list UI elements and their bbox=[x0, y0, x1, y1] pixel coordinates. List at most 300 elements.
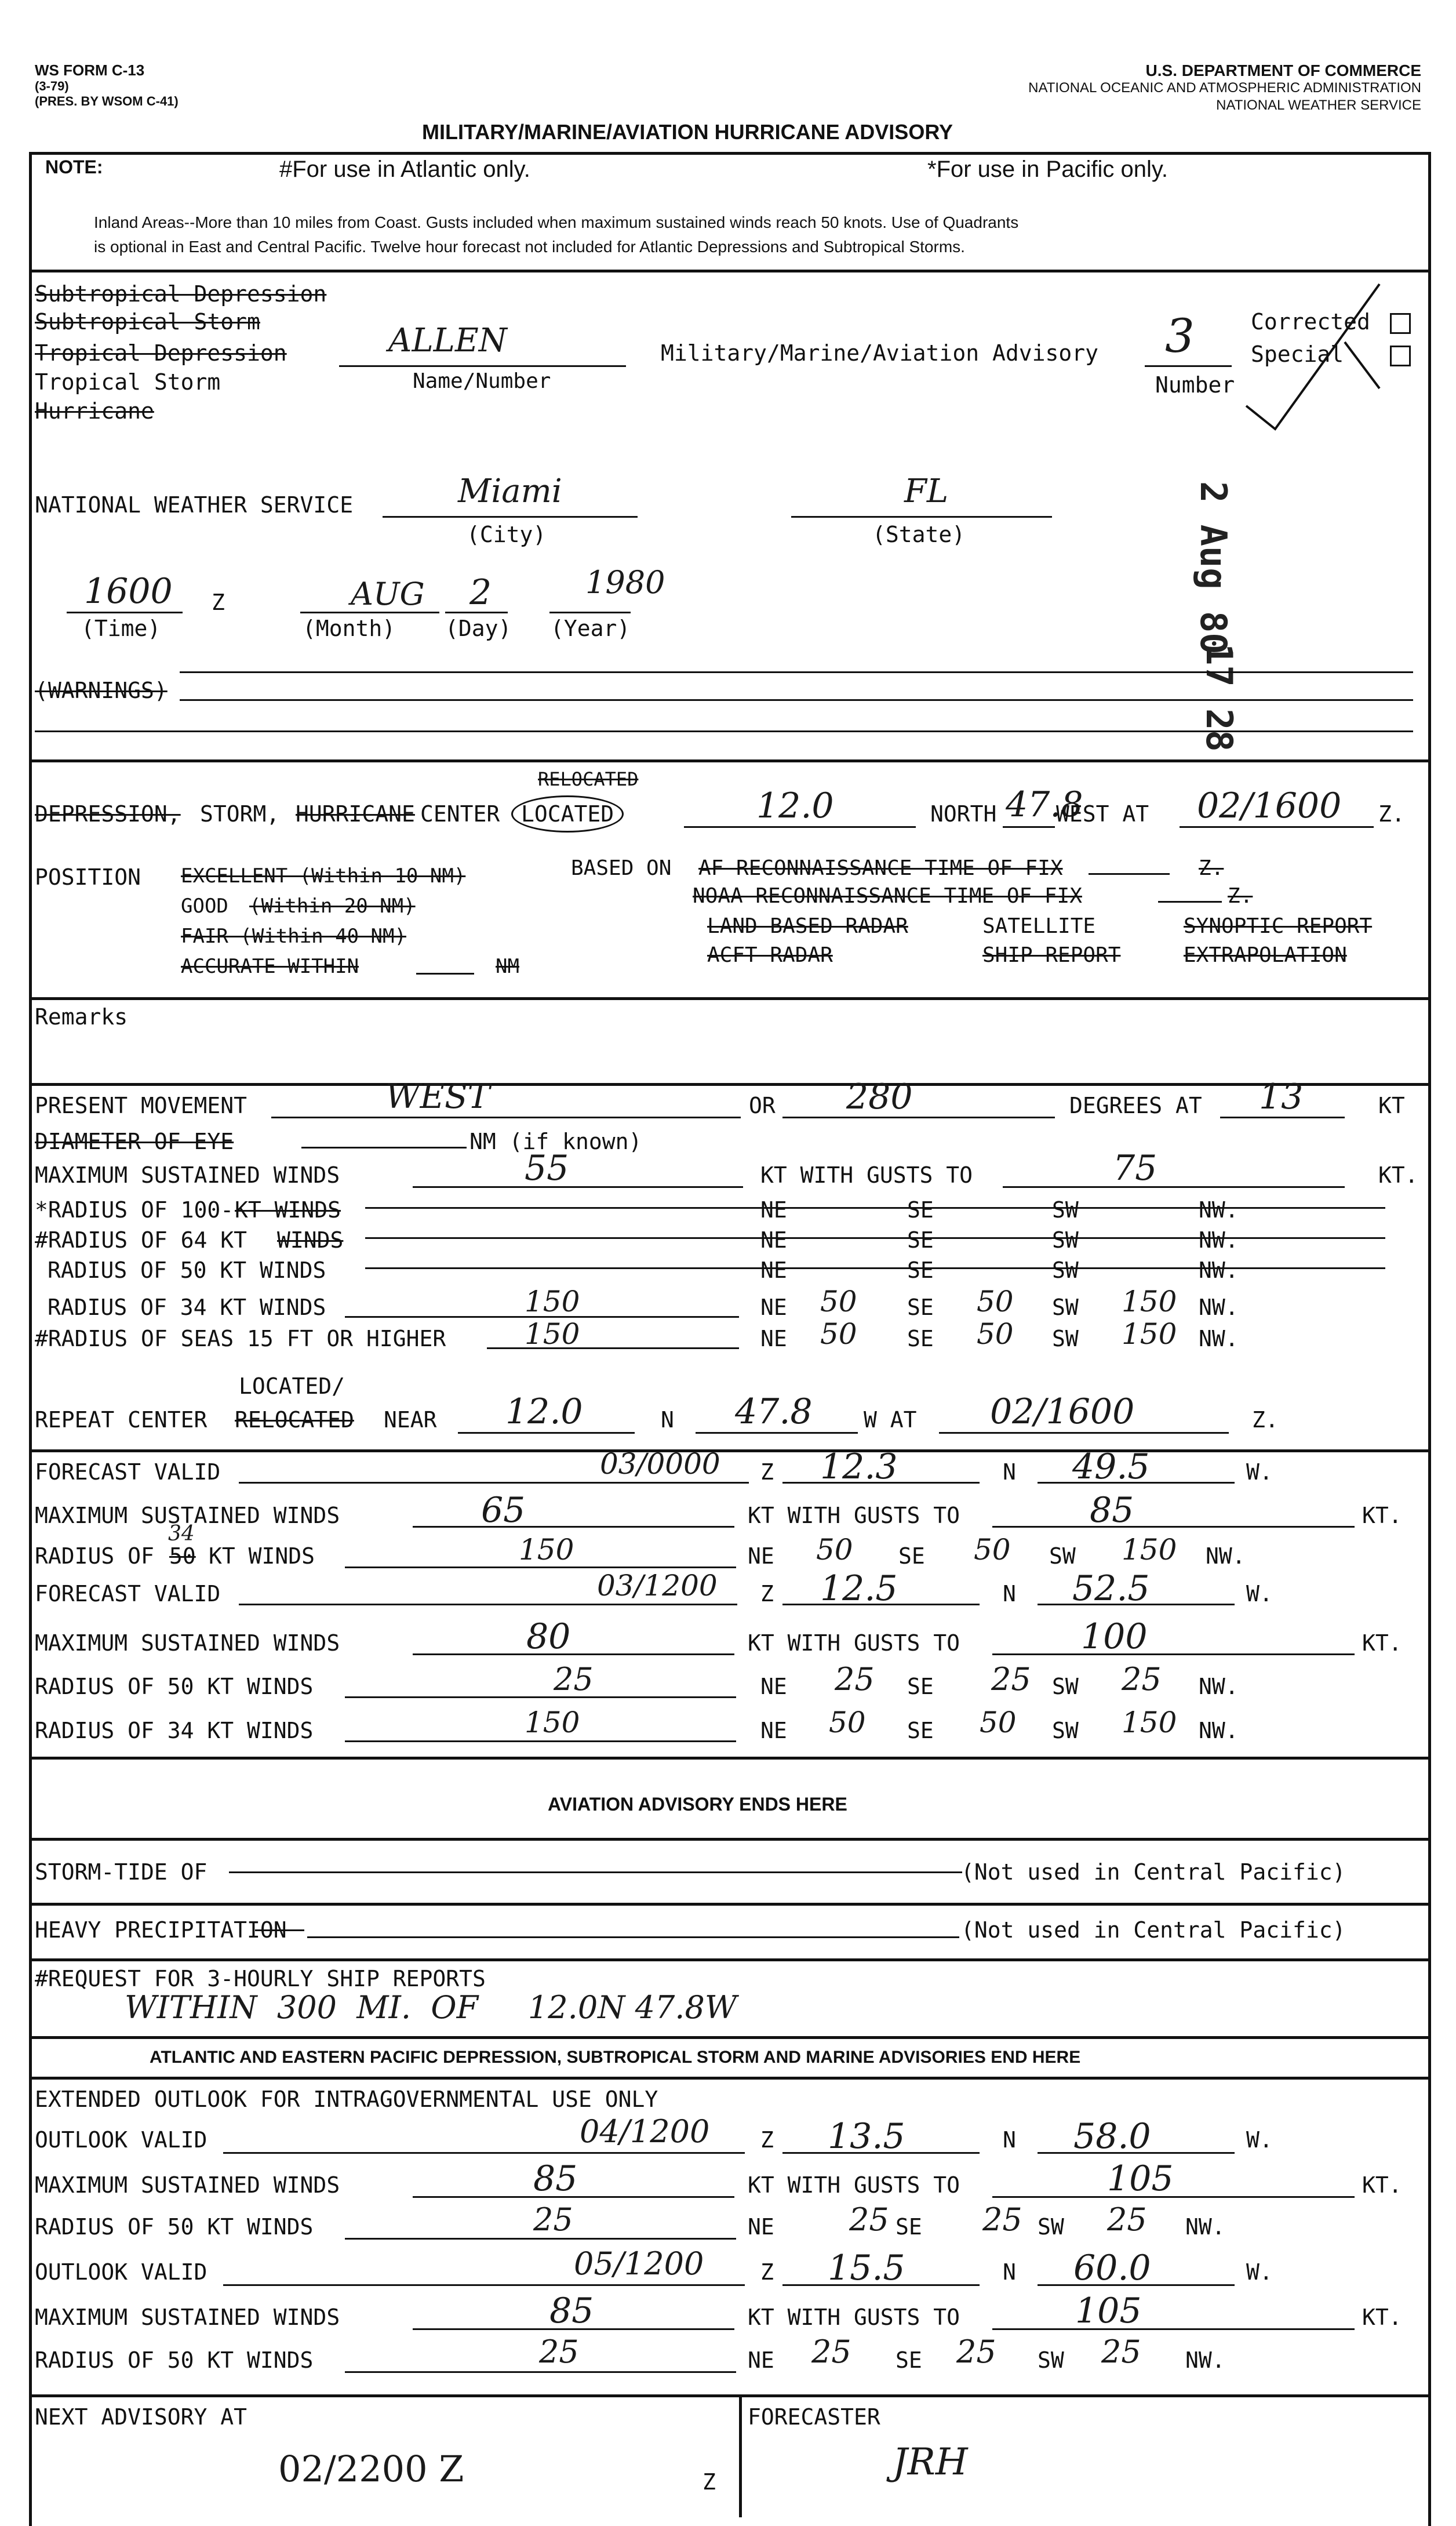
warnings-line-3 bbox=[35, 730, 1413, 732]
fc1-sw-value: 50 bbox=[974, 1533, 1011, 1567]
fc1-winds-label: MAXIMUM SUSTAINED WINDS bbox=[35, 1503, 340, 1528]
fc1-se: SE bbox=[898, 1543, 925, 1569]
year-label: (Year) bbox=[551, 616, 631, 641]
r64-sw: SW bbox=[1052, 1227, 1079, 1253]
fc2-r50-se-value: 25 bbox=[835, 1661, 875, 1698]
fc1-nw: NW. bbox=[1206, 1543, 1246, 1569]
ship-report: SHIP REPORT bbox=[982, 943, 1121, 967]
forecaster-label: FORECASTER bbox=[748, 2404, 880, 2430]
af-z: Z. bbox=[1199, 856, 1224, 880]
r100-se: SE bbox=[907, 1197, 934, 1223]
divider bbox=[29, 997, 1428, 1000]
fc1-radius-struck: 50 bbox=[169, 1543, 196, 1569]
center-lat-value: 12.0 bbox=[756, 786, 834, 826]
fc1-winds-line bbox=[413, 1526, 734, 1528]
r64-se: SE bbox=[907, 1227, 934, 1253]
fc2-z: Z bbox=[760, 1581, 774, 1607]
r34-ne: NE bbox=[760, 1295, 787, 1320]
form-prescribed: (PRES. BY WSOM C-41) bbox=[35, 94, 179, 108]
ship-request-text: WITHIN 300 MI. OF 12.0N 47.8W bbox=[125, 1989, 737, 2026]
divider bbox=[29, 1958, 1428, 1961]
acft-radar: ACFT RADAR bbox=[707, 943, 833, 967]
received-stamp-time: 17 28 bbox=[1198, 644, 1240, 752]
fc2-valid-line bbox=[239, 1604, 737, 1605]
ol1-r50-line bbox=[345, 2238, 736, 2240]
fc2-r34-label: RADIUS OF 34 KT WINDS bbox=[35, 1718, 314, 1743]
note-text-2: is optional in East and Central Pacific. Twelve hour forecast not included for Atlantic Depressions and Subtropical Storms. bbox=[94, 238, 965, 256]
remarks-label: Remarks bbox=[35, 1004, 128, 1030]
type-tropical-depression: Tropical Depression bbox=[35, 340, 287, 366]
fc1-se-value: 50 bbox=[816, 1533, 853, 1567]
ol2-z: Z bbox=[760, 2259, 774, 2285]
warnings-line-2 bbox=[180, 699, 1413, 701]
center-lon-value: 47.8 bbox=[1006, 784, 1083, 825]
ol1-r50-nw-value: 25 bbox=[1107, 2201, 1147, 2238]
r34-ne-value: 150 bbox=[525, 1285, 580, 1318]
land-radar: LAND BASED RADAR bbox=[707, 914, 908, 938]
fc2-r34-ne-value: 150 bbox=[525, 1706, 580, 1739]
storm-name-label: Name/Number bbox=[413, 369, 551, 393]
precip-strike bbox=[255, 1929, 304, 1931]
fc1-kt: KT. bbox=[1362, 1503, 1402, 1528]
noaa-fix-line bbox=[1158, 901, 1222, 903]
ol2-winds-label: MAXIMUM SUSTAINED WINDS bbox=[35, 2305, 340, 2330]
movement-speed-value: 13 bbox=[1259, 1077, 1304, 1117]
fc2-r50-ne-value: 25 bbox=[554, 1661, 594, 1698]
ol1-winds-label: MAXIMUM SUSTAINED WINDS bbox=[35, 2172, 340, 2198]
agency-name: NATIONAL OCEANIC AND ATMOSPHERIC ADMINISTRATION bbox=[1028, 80, 1421, 96]
ol1-valid-value: 04/1200 bbox=[580, 2113, 710, 2150]
divider bbox=[29, 1449, 1428, 1452]
fc2-r50-label: RADIUS OF 50 KT WINDS bbox=[35, 1674, 314, 1699]
repeat-n: N bbox=[661, 1407, 674, 1433]
ol2-w: W. bbox=[1246, 2259, 1273, 2285]
storm-name-value: ALLEN bbox=[388, 322, 507, 359]
special-checkbox[interactable] bbox=[1390, 346, 1411, 366]
divider bbox=[29, 1903, 1428, 1906]
special-label: Special bbox=[1251, 341, 1344, 367]
repeat-near: NEAR bbox=[384, 1407, 437, 1433]
eye-label: DIAMETER OF EYE bbox=[35, 1129, 234, 1154]
time-label: (Time) bbox=[81, 616, 161, 641]
fc1-lat-value: 12.3 bbox=[820, 1446, 898, 1487]
r34-se: SE bbox=[907, 1295, 934, 1320]
fc2-gusts-line bbox=[992, 1653, 1355, 1655]
divider bbox=[29, 2394, 1428, 2397]
ol1-r50-ne: NE bbox=[748, 2214, 774, 2240]
ol2-r50-ne-value: 25 bbox=[539, 2334, 579, 2370]
received-stamp-date: 2 Aug 80 bbox=[1192, 481, 1235, 655]
ol2-r50-sw: SW bbox=[1038, 2347, 1064, 2373]
fc1-lat-line bbox=[782, 1482, 980, 1484]
fc1-ne-value: 150 bbox=[519, 1533, 574, 1567]
ol2-label: OUTLOOK VALID bbox=[35, 2259, 208, 2285]
fc2-r34-se: SE bbox=[907, 1718, 934, 1743]
position-good: GOOD bbox=[181, 895, 228, 918]
divider bbox=[29, 1838, 1428, 1841]
fc2-kt: KT. bbox=[1362, 1630, 1402, 1656]
fc2-r34-line bbox=[345, 1740, 736, 1742]
position-accurate: ACCURATE WITHIN bbox=[181, 955, 359, 978]
fc2-label: FORECAST VALID bbox=[35, 1581, 221, 1607]
time-value: 1600 bbox=[84, 571, 173, 612]
ol1-gusts-value: 105 bbox=[1107, 2158, 1174, 2199]
ol1-r50-label: RADIUS OF 50 KT WINDS bbox=[35, 2214, 314, 2240]
fc2-lat-value: 12.5 bbox=[820, 1568, 898, 1609]
seas-label: #RADIUS OF SEAS 15 FT OR HIGHER bbox=[35, 1326, 446, 1351]
fc1-radius-prefix: RADIUS OF bbox=[35, 1543, 154, 1569]
day-line bbox=[445, 612, 508, 613]
r34-label: RADIUS OF 34 KT WINDS bbox=[48, 1295, 326, 1320]
ol2-r50-se: SE bbox=[896, 2347, 922, 2373]
type-subtropical-storm: Subtropical Storm bbox=[35, 309, 260, 335]
position-nm: NM bbox=[496, 955, 519, 978]
center-time-line bbox=[1180, 826, 1374, 828]
form-revision: (3-79) bbox=[35, 79, 69, 93]
eye-nm: NM (if known) bbox=[469, 1129, 642, 1154]
fc2-r34-sw-value: 50 bbox=[980, 1706, 1017, 1739]
divider bbox=[29, 2077, 1428, 2080]
movement-label: PRESENT MOVEMENT bbox=[35, 1093, 247, 1118]
ol1-gusts-line bbox=[992, 2196, 1355, 2198]
ship-request-label: #REQUEST FOR 3-HOURLY SHIP REPORTS bbox=[35, 1966, 486, 1991]
corrected-label: Corrected bbox=[1251, 309, 1370, 335]
footer-divider bbox=[739, 2394, 742, 2517]
based-on-label: BASED ON bbox=[571, 856, 672, 880]
gusts-value: 75 bbox=[1113, 1148, 1157, 1189]
r100-struck: KT WINDS bbox=[235, 1197, 341, 1223]
eye-line bbox=[301, 1147, 467, 1148]
marine-ends-heading: ATLANTIC AND EASTERN PACIFIC DEPRESSION, SUBTROPICAL STORM AND MARINE ADVISORIES END HERE bbox=[150, 2048, 1081, 2067]
r100-ne: NE bbox=[760, 1197, 787, 1223]
year-line bbox=[549, 612, 631, 613]
ol2-kt: KT. bbox=[1362, 2305, 1402, 2330]
day-label: (Day) bbox=[445, 616, 512, 641]
r50-ne: NE bbox=[760, 1257, 787, 1283]
depression-struck: DEPRESSION, bbox=[35, 801, 181, 827]
ol2-winds-line bbox=[413, 2328, 734, 2330]
north-label: NORTH bbox=[930, 801, 997, 827]
divider bbox=[29, 1083, 1428, 1086]
ol1-lat-line bbox=[782, 2152, 980, 2154]
fc2-r34-ne: NE bbox=[760, 1718, 787, 1743]
divider bbox=[29, 2036, 1428, 2039]
storm-name-line bbox=[339, 365, 626, 367]
ol2-r50-sw-value: 25 bbox=[956, 2334, 996, 2370]
r34-sw: SW bbox=[1052, 1295, 1079, 1320]
ol1-valid-line bbox=[223, 2152, 745, 2154]
movement-or: OR bbox=[749, 1093, 776, 1118]
state-label: (State) bbox=[872, 522, 966, 547]
fc1-w: W. bbox=[1246, 1459, 1273, 1485]
movement-speed-line bbox=[1220, 1117, 1345, 1118]
r34-nw: NW. bbox=[1199, 1295, 1239, 1320]
ol2-lon-line bbox=[1038, 2284, 1235, 2286]
service-name: NATIONAL WEATHER SERVICE bbox=[1216, 97, 1421, 113]
ol2-r50-label: RADIUS OF 50 KT WINDS bbox=[35, 2347, 314, 2373]
center-time-value: 02/1600 bbox=[1197, 786, 1342, 826]
ol2-gusts-value: 105 bbox=[1075, 2291, 1142, 2331]
ol1-r50-nw: NW. bbox=[1185, 2214, 1225, 2240]
fc1-valid-line bbox=[239, 1482, 749, 1484]
center-lat-line bbox=[684, 826, 916, 828]
city-value: Miami bbox=[458, 473, 562, 510]
r50-label: RADIUS OF 50 KT WINDS bbox=[48, 1257, 326, 1283]
ol1-r50-ne-value: 25 bbox=[533, 2201, 573, 2238]
r64-ne: NE bbox=[760, 1227, 787, 1253]
seas-ne-value: 150 bbox=[525, 1317, 580, 1351]
city-line bbox=[383, 516, 638, 518]
fc2-gusts-label: KT WITH GUSTS TO bbox=[748, 1630, 960, 1656]
repeat-lon-value: 47.8 bbox=[735, 1391, 813, 1432]
state-line bbox=[791, 516, 1052, 518]
max-winds-label: MAXIMUM SUSTAINED WINDS bbox=[35, 1162, 340, 1188]
next-advisory-value: 02/2200 Z bbox=[278, 2448, 464, 2490]
storm-tide-note: (Not used in Central Pacific) bbox=[961, 1859, 1346, 1885]
fc2-r50-sw-value: 25 bbox=[991, 1661, 1031, 1698]
seas-nw: NW. bbox=[1199, 1326, 1239, 1351]
repeat-time-value: 02/1600 bbox=[990, 1391, 1135, 1432]
ol1-r50-sw: SW bbox=[1038, 2214, 1064, 2240]
fc1-gusts-value: 85 bbox=[1090, 1490, 1134, 1531]
ol1-r50-se: SE bbox=[896, 2214, 922, 2240]
ol2-lat-value: 15.5 bbox=[828, 2248, 905, 2288]
fc1-winds-value: 65 bbox=[481, 1490, 526, 1531]
month-line bbox=[300, 612, 439, 613]
af-fix-line bbox=[1089, 873, 1170, 875]
seas-sw: SW bbox=[1052, 1326, 1079, 1351]
r50-se: SE bbox=[907, 1257, 934, 1283]
fc1-z: Z bbox=[760, 1459, 774, 1485]
r50-sw: SW bbox=[1052, 1257, 1079, 1283]
max-winds-line bbox=[413, 1186, 743, 1188]
ol2-r50-ne: NE bbox=[748, 2347, 774, 2373]
storm-tide-line bbox=[229, 1871, 962, 1873]
seas-ne: NE bbox=[760, 1326, 787, 1351]
position-good-within: (Within 20 NM) bbox=[249, 895, 416, 918]
seas-nw-value: 150 bbox=[1122, 1317, 1177, 1351]
ol1-lat-value: 13.5 bbox=[828, 2116, 905, 2157]
ol1-winds-value: 85 bbox=[533, 2158, 578, 2199]
r34-se-value: 50 bbox=[820, 1285, 857, 1318]
storm-tide-label: STORM-TIDE OF bbox=[35, 1859, 208, 1885]
seas-se: SE bbox=[907, 1326, 934, 1351]
ol1-r50-sw-value: 25 bbox=[982, 2201, 1022, 2238]
advisory-number-line bbox=[1145, 365, 1232, 367]
fc2-gusts-value: 100 bbox=[1081, 1616, 1148, 1657]
warnings-label: (WARNINGS) bbox=[35, 678, 168, 703]
fc2-valid-value: 03/1200 bbox=[597, 1569, 718, 1602]
position-fair: FAIR (Within 40 NM) bbox=[181, 925, 406, 948]
seas-sw-value: 50 bbox=[977, 1317, 1014, 1351]
fc1-lon-line bbox=[1038, 1482, 1235, 1484]
ol1-label: OUTLOOK VALID bbox=[35, 2127, 208, 2153]
fc1-ne: NE bbox=[748, 1543, 774, 1569]
movement-direction-line bbox=[271, 1117, 741, 1118]
advisory-label: Military/Marine/Aviation Advisory bbox=[661, 340, 1098, 366]
repeat-located-label: LOCATED/ bbox=[239, 1373, 345, 1399]
fc1-gusts-line bbox=[992, 1526, 1355, 1528]
ol2-n: N bbox=[1003, 2259, 1016, 2285]
r34-nw-value: 150 bbox=[1122, 1285, 1177, 1318]
movement-degrees-value: 280 bbox=[846, 1077, 913, 1117]
divider bbox=[29, 270, 1428, 272]
ol2-gusts-line bbox=[992, 2328, 1355, 2330]
note-text-1: Inland Areas--More than 10 miles from Coast. Gusts included when maximum sustained winds reach 50 knots. Use of Quadrants bbox=[94, 213, 1019, 231]
fc2-r34-nw-value: 150 bbox=[1122, 1706, 1177, 1739]
center-z: Z. bbox=[1378, 801, 1405, 827]
repeat-time-line bbox=[939, 1432, 1229, 1434]
ol1-lon-line bbox=[1038, 2152, 1235, 2154]
r64-nw: NW. bbox=[1199, 1227, 1239, 1253]
fc1-radius-line bbox=[345, 1567, 736, 1568]
af-recon: AF RECONNAISSANCE TIME OF FIX bbox=[698, 856, 1063, 880]
fc1-lon-value: 49.5 bbox=[1072, 1446, 1150, 1487]
r64-struck: WINDS bbox=[277, 1227, 344, 1253]
ol2-gusts-label: KT WITH GUSTS TO bbox=[748, 2305, 960, 2330]
r100-nw: NW. bbox=[1199, 1197, 1239, 1223]
accurate-line bbox=[416, 973, 474, 975]
ol2-r50-se-value: 25 bbox=[811, 2334, 851, 2370]
ol2-r50-nw-value: 25 bbox=[1101, 2334, 1141, 2370]
year-value: 1980 bbox=[585, 564, 665, 601]
type-hurricane: Hurricane bbox=[35, 398, 154, 424]
movement-degrees-line bbox=[782, 1117, 1055, 1118]
fc1-gusts-label: KT WITH GUSTS TO bbox=[748, 1503, 960, 1528]
ol1-kt: KT. bbox=[1362, 2172, 1402, 2198]
west-at-label: WEST AT bbox=[1056, 801, 1149, 827]
ol2-valid-line bbox=[223, 2284, 745, 2286]
degrees-at-label: DEGREES AT bbox=[1069, 1093, 1202, 1118]
hurricane-struck: HURRICANE bbox=[296, 801, 415, 827]
position-excellent: EXCELLENT (Within 10 NM) bbox=[181, 864, 466, 888]
precip-label: HEAVY PRECIPITATION bbox=[35, 1917, 287, 1943]
aviation-ends-heading: AVIATION ADVISORY ENDS HERE bbox=[548, 1794, 847, 1815]
note-pacific: *For use in Pacific only. bbox=[927, 157, 1168, 182]
fc2-winds-label: MAXIMUM SUSTAINED WINDS bbox=[35, 1630, 340, 1656]
repeat-lat-line bbox=[458, 1432, 635, 1434]
noaa-z: Z. bbox=[1228, 884, 1253, 908]
fc2-winds-value: 80 bbox=[526, 1616, 571, 1657]
r50-nw: NW. bbox=[1199, 1257, 1239, 1283]
fc2-r50-nw-value: 25 bbox=[1122, 1661, 1162, 1698]
month-value: AUG bbox=[351, 576, 425, 612]
form-number: WS FORM C-13 bbox=[35, 61, 145, 79]
repeat-center-label: REPEAT CENTER bbox=[35, 1407, 208, 1433]
ol1-lon-value: 58.0 bbox=[1073, 2116, 1151, 2157]
divider bbox=[29, 759, 1428, 762]
gusts-label: KT WITH GUSTS TO bbox=[760, 1162, 973, 1188]
synoptic-report: SYNOPTIC REPORT bbox=[1184, 914, 1373, 938]
repeat-z: Z. bbox=[1252, 1407, 1279, 1433]
nws-label: NATIONAL WEATHER SERVICE bbox=[35, 492, 354, 518]
advisory-number-label: Number bbox=[1155, 372, 1235, 398]
note-label: NOTE: bbox=[45, 157, 103, 177]
noaa-recon: NOAA RECONNAISSANCE TIME OF FIX bbox=[693, 884, 1082, 908]
repeat-lat-value: 12.0 bbox=[505, 1391, 583, 1432]
satellite: SATELLITE bbox=[982, 914, 1096, 938]
outlook-title: EXTENDED OUTLOOK FOR INTRAGOVERNMENTAL USE ONLY bbox=[35, 2087, 658, 2112]
divider bbox=[29, 1757, 1428, 1760]
ol1-w: W. bbox=[1246, 2127, 1273, 2153]
storm-word: STORM, bbox=[200, 801, 280, 827]
corrected-checkbox[interactable] bbox=[1390, 313, 1411, 334]
precip-note: (Not used in Central Pacific) bbox=[961, 1917, 1346, 1943]
form-title: MILITARY/MARINE/AVIATION HURRICANE ADVISORY bbox=[422, 120, 953, 144]
r100-sw: SW bbox=[1052, 1197, 1079, 1223]
ol2-r50-line bbox=[345, 2371, 736, 2373]
month-label: (Month) bbox=[303, 616, 396, 641]
extrapolation: EXTRAPOLATION bbox=[1184, 943, 1347, 967]
fc1-sw: SW bbox=[1049, 1543, 1076, 1569]
r100-prefix: *RADIUS OF 100- bbox=[35, 1197, 234, 1223]
max-winds-value: 55 bbox=[525, 1148, 569, 1189]
type-tropical-storm: Tropical Storm bbox=[35, 369, 221, 395]
movement-direction-value: WEST bbox=[385, 1077, 490, 1116]
warnings-line-1 bbox=[180, 671, 1413, 673]
fc2-lat-line bbox=[782, 1604, 980, 1605]
city-label: (City) bbox=[467, 522, 547, 547]
next-advisory-label: NEXT ADVISORY AT bbox=[35, 2404, 247, 2430]
next-advisory-z: Z bbox=[702, 2469, 716, 2495]
center-lon-line bbox=[1003, 826, 1055, 828]
r64-prefix: #RADIUS OF 64 KT bbox=[35, 1227, 247, 1253]
located-circled: LOCATED bbox=[511, 795, 624, 833]
note-atlantic: #For use in Atlantic only. bbox=[279, 157, 530, 182]
fc2-n: N bbox=[1003, 1581, 1016, 1607]
fc1-valid-value: 03/0000 bbox=[600, 1447, 720, 1481]
ol1-r50-se-value: 25 bbox=[849, 2201, 889, 2238]
repeat-relocated: RELOCATED bbox=[235, 1407, 354, 1433]
ol2-winds-value: 85 bbox=[549, 2291, 594, 2331]
center-label: CENTER bbox=[420, 801, 500, 827]
time-line bbox=[67, 612, 183, 613]
forecaster-signature: JRH bbox=[893, 2441, 968, 2484]
relocated-label: RELOCATED bbox=[538, 768, 639, 790]
fc2-winds-line bbox=[413, 1653, 734, 1655]
fc2-lon-value: 52.5 bbox=[1072, 1568, 1150, 1609]
fc2-r50-se: SE bbox=[907, 1674, 934, 1699]
day-value: 2 bbox=[469, 572, 492, 613]
fc1-nw-value: 150 bbox=[1122, 1533, 1177, 1567]
fc2-r50-line bbox=[345, 1696, 736, 1698]
repeat-w-at: W AT bbox=[864, 1407, 917, 1433]
check-mark-icon bbox=[1240, 278, 1391, 435]
ol2-lat-line bbox=[782, 2284, 980, 2286]
seas-se-value: 50 bbox=[820, 1317, 857, 1351]
ol1-gusts-label: KT WITH GUSTS TO bbox=[748, 2172, 960, 2198]
type-subtropical-depression: Subtropical Depression bbox=[35, 281, 327, 307]
fc1-radius-new: 34 bbox=[168, 1522, 195, 1546]
movement-kt: KT bbox=[1378, 1093, 1405, 1118]
precip-line bbox=[307, 1936, 959, 1938]
gusts-line bbox=[1003, 1186, 1345, 1188]
repeat-lon-line bbox=[696, 1432, 858, 1434]
ol1-winds-line bbox=[413, 2196, 734, 2198]
time-z: Z bbox=[212, 590, 225, 615]
fc2-r50-nw: NW. bbox=[1199, 1674, 1239, 1699]
fc2-w: W. bbox=[1246, 1581, 1273, 1607]
position-label: POSITION bbox=[35, 864, 141, 890]
fc1-label: FORECAST VALID bbox=[35, 1459, 221, 1485]
fc2-r34-sw: SW bbox=[1052, 1718, 1079, 1743]
ol2-r50-nw: NW. bbox=[1185, 2347, 1225, 2373]
state-value: FL bbox=[904, 473, 949, 510]
advisory-number-value: 3 bbox=[1165, 309, 1195, 363]
fc2-r50-ne: NE bbox=[760, 1674, 787, 1699]
fc2-lon-line bbox=[1038, 1604, 1235, 1605]
fc1-radius-suffix: KT WINDS bbox=[209, 1543, 315, 1569]
